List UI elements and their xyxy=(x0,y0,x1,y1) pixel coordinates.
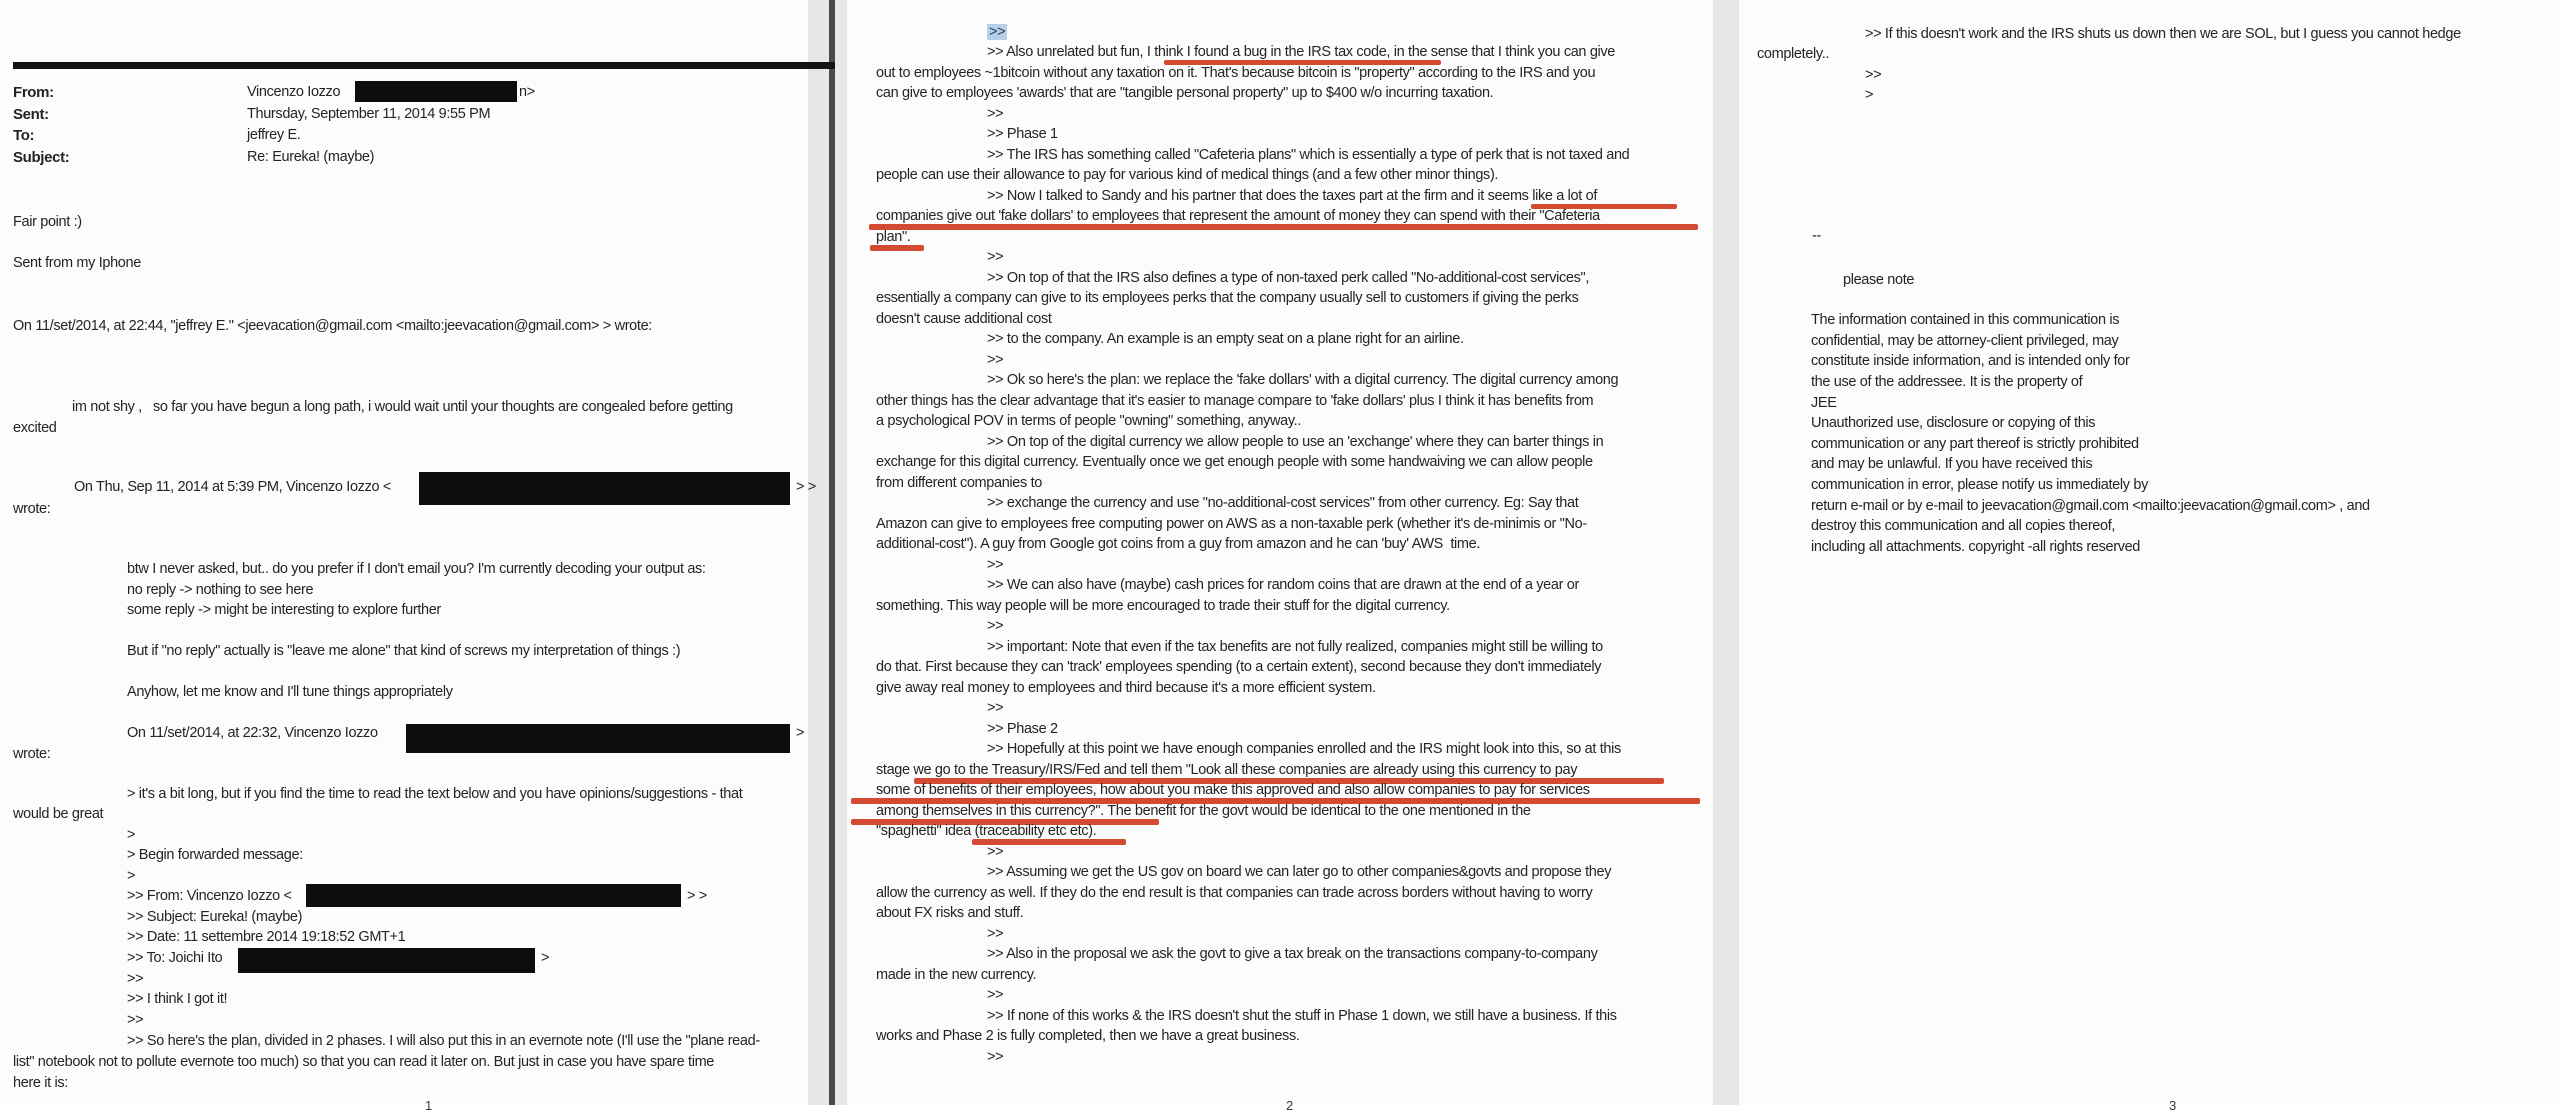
text-line: btw I never asked, but.. do you prefer if I don't email you? I'm currently decoding your output as: xyxy=(127,561,706,577)
text-line: other things has the clear advantage that it's easier to manage compare to 'fake dollars' plus I think it has benefits from xyxy=(876,393,1594,409)
text-line: Fair point :) xyxy=(13,214,82,230)
text-line: The information contained in this communication is xyxy=(1811,312,2120,328)
text-line: >> From: Vincenzo Iozzo < xyxy=(127,888,292,904)
text-line: something. This way people will be more encouraged to trade their stuff for the digital currency. xyxy=(876,598,1450,614)
text-line: jeffrey E. xyxy=(247,127,301,143)
text-line: > Begin forwarded message: xyxy=(127,847,303,863)
text-line: > xyxy=(1865,87,1874,103)
text-line: from different companies to xyxy=(876,475,1042,491)
text-line: works and Phase 2 is fully completed, then we have a great business. xyxy=(876,1028,1300,1044)
text-line: >> If this doesn't work and the IRS shuts us down then we are SOL, but I guess you cannot hedge xyxy=(1865,26,2461,42)
email-header-rule xyxy=(13,62,835,69)
text-line: wrote: xyxy=(13,501,51,517)
text-line: >> xyxy=(987,844,1004,860)
text-line: communication or any part thereof is strictly prohibited xyxy=(1811,436,2139,452)
text-line: about FX risks and stuff. xyxy=(876,905,1024,921)
text-line: >> If none of this works & the IRS doesn't shut the stuff in Phase 1 down, we still have a business. If this xyxy=(987,1008,1617,1024)
page-number: 1 xyxy=(425,1098,433,1113)
text-line: >> Assuming we get the US gov on board we can later go to other companies&govts and propose they xyxy=(987,864,1612,880)
text-line: >> Hopefully at this point we have enough companies enrolled and the IRS might look into this, so at this xyxy=(987,741,1621,757)
text-line: >> xyxy=(987,700,1004,716)
text-line: exchange for this digital currency. Eventually once we get enough people with some handwaiving we can allow people xyxy=(876,454,1593,470)
text-line: >> Also unrelated but fun, I think I found a bug in the IRS tax code, in the sense that I think you can give xyxy=(987,44,1616,60)
text-line: Vincenzo Iozzo xyxy=(247,84,341,100)
text-line: > xyxy=(127,827,136,843)
text-line: made in the new currency. xyxy=(876,967,1037,983)
text-line: im not shy , so far you have begun a long path, i would wait until your thoughts are congealed before getting xyxy=(72,399,733,415)
text-line: > xyxy=(541,950,550,966)
text-line: stage we go to the Treasury/IRS/Fed and tell them "Look all these companies are already using this currency to pay xyxy=(876,762,1578,778)
text-line: allow the currency as well. If they do the end result is that companies can trade across borders without having to worry xyxy=(876,885,1593,901)
text-line: excited xyxy=(13,420,57,436)
redaction-box xyxy=(419,472,790,505)
text-line: >> So here's the plan, divided in 2 phases. I will also put this in an evernote note (I'll use the "plane read- xyxy=(127,1033,760,1049)
text-line: n> xyxy=(519,84,535,100)
text-line: >> to the company. An example is an empty seat on a plane right for an airline. xyxy=(987,331,1464,347)
text-line: a psychological POV in terms of people "owning" something, anyway.. xyxy=(876,413,1302,429)
text-line: > > xyxy=(796,479,816,495)
text-line: essentially a company can give to its employees perks that the company usually sell to customers if giving the perks xyxy=(876,290,1579,306)
text-line: completely.. xyxy=(1757,46,1830,62)
page-edge-shadow xyxy=(829,0,835,1105)
text-line: >> Phase 2 xyxy=(987,721,1058,737)
text-line: give away real money to employees and third because it's a more efficient system. xyxy=(876,680,1376,696)
text-line: > xyxy=(796,725,805,741)
text-line: >> xyxy=(987,926,1004,942)
text-line: would be great xyxy=(13,806,104,822)
text-line: >> xyxy=(987,249,1004,265)
text-line: >> To: Joichi Ito xyxy=(127,950,227,966)
text-line: >> xyxy=(987,106,1004,122)
text-line: But if "no reply" actually is "leave me alone" that kind of screws my interpretation of things :) xyxy=(127,643,681,659)
text-line: here it is: xyxy=(13,1075,68,1091)
text-line: destroy this communication and all copies thereof, xyxy=(1811,518,2116,534)
text-line: some reply -> might be interesting to explore further xyxy=(127,602,441,618)
text-line: > xyxy=(127,868,136,884)
text-line: > it's a bit long, but if you find the time to read the text below and you have opinions/suggestions - that xyxy=(127,786,743,802)
page-number: 3 xyxy=(2169,1098,2177,1113)
text-line: please note xyxy=(1843,272,1915,288)
text-line: On Thu, Sep 11, 2014 at 5:39 PM, Vincenzo Iozzo < xyxy=(74,479,391,495)
text-line: doesn't cause additional cost xyxy=(876,311,1052,327)
text-line: additional-cost"). A guy from Google got coins from a guy from amazon and he can 'buy' AWS time. xyxy=(876,536,1481,552)
text-line: >> I think I got it! xyxy=(127,991,228,1007)
text-line: > > xyxy=(687,888,707,904)
selection-highlight: >> xyxy=(989,24,1006,40)
text-line xyxy=(987,24,1007,41)
text-line: >> Subject: Eureka! (maybe) xyxy=(127,909,303,925)
text-line: constitute inside information, and is intended only for xyxy=(1811,353,2130,369)
text-line: >> Ok so here's the plan: we replace the 'fake dollars' with a digital currency. The digital currency among xyxy=(987,372,1619,388)
text-line: companies give out 'fake dollars' to employees that represent the amount of money they can spend with their "Cafeteria xyxy=(876,208,1600,224)
text-line: return e-mail or by e-mail to jeevacation@gmail.com <mailto:jeevacation@gmail.com> , and xyxy=(1811,498,2370,514)
redaction-box xyxy=(406,724,790,753)
text-line: >> Also in the proposal we ask the govt to give a tax break on the transactions company-to-company xyxy=(987,946,1598,962)
text-line: Sent from my Iphone xyxy=(13,255,141,271)
text-line: >> Date: 11 settembre 2014 19:18:52 GMT+1 xyxy=(127,929,406,945)
text-line: On 11/set/2014, at 22:32, Vincenzo Iozzo xyxy=(127,725,378,741)
text-line: >> xyxy=(1865,67,1882,83)
header-label: Subject: xyxy=(13,149,70,166)
text-line: >> The IRS has something called "Cafeteria plans" which is essentially a type of perk that is not taxed and xyxy=(987,147,1630,163)
text-line: >> exchange the currency and use "no-additional-cost services" from other currency. Eg: Say that xyxy=(987,495,1579,511)
text-line: >> xyxy=(987,987,1004,1003)
text-line: confidential, may be attorney-client privileged, may xyxy=(1811,333,2119,349)
text-line: wrote: xyxy=(13,746,51,762)
text-line: Thursday, September 11, 2014 9:55 PM xyxy=(247,106,491,122)
text-line: >> On top of that the IRS also defines a type of non-taxed perk called "No-additional-cost services", xyxy=(987,270,1590,286)
text-line: list" notebook not to pollute evernote too much) so that you can read it later on. But just in case you have spare time xyxy=(13,1054,715,1070)
text-line: >> On top of the digital currency we allow people to use an 'exchange' where they can barter things in xyxy=(987,434,1604,450)
text-line: -- xyxy=(1812,228,1821,244)
text-line: plan". xyxy=(876,229,911,245)
page-number: 2 xyxy=(1286,1098,1294,1113)
header-label: To: xyxy=(13,127,35,144)
redaction-box xyxy=(306,884,681,907)
text-line: Re: Eureka! (maybe) xyxy=(247,149,375,165)
text-line: no reply -> nothing to see here xyxy=(127,582,314,598)
text-line: >> We can also have (maybe) cash prices for random coins that are drawn at the end of a year or xyxy=(987,577,1579,593)
text-line: among themselves in this currency?". The benefit for the govt would be identical to the one mentioned in the xyxy=(876,803,1531,819)
text-line: >> Phase 1 xyxy=(987,126,1058,142)
text-line: out to employees ~1bitcoin without any taxation on it. That's because bitcoin is "property" according to the IRS and you xyxy=(876,65,1596,81)
text-line: Anyhow, let me know and I'll tune things appropriately xyxy=(127,684,453,700)
text-line: including all attachments. copyright -all rights reserved xyxy=(1811,539,2141,555)
text-line: Unauthorized use, disclosure or copying of this xyxy=(1811,415,2096,431)
text-line: people can use their allowance to pay for various kind of medical things (and a few other minor things). xyxy=(876,167,1499,183)
text-line: >> xyxy=(987,618,1004,634)
text-line: and may be unlawful. If you have received this xyxy=(1811,456,2093,472)
text-line: some of benefits of their employees, how about you make this approved and also allow companies to pay for services xyxy=(876,782,1590,798)
text-line: >> Now I talked to Sandy and his partner that does the taxes part at the firm and it seems like a lot of xyxy=(987,188,1598,204)
text-line: can give to employees 'awards' that are "tangible personal property" up to $400 w/o incurring taxation. xyxy=(876,85,1494,101)
text-line: Amazon can give to employees free computing power on AWS as a non-taxable perk (whether it's de-minimis or "No- xyxy=(876,516,1587,532)
text-line: >> xyxy=(987,352,1004,368)
text-line: >> important: Note that even if the tax benefits are not fully realized, companies might still be willing to xyxy=(987,639,1603,655)
text-line: On 11/set/2014, at 22:44, "jeffrey E." <jeevacation@gmail.com <mailto:jeevacation@gmail.com> > wrote: xyxy=(13,318,652,334)
header-label: From: xyxy=(13,84,54,101)
text-line: do that. First because they can 'track' employees spending (to a certain extent), second because they don't immediately xyxy=(876,659,1602,675)
text-line: "spaghetti" idea (traceability etc etc). xyxy=(876,823,1097,839)
text-line: >> xyxy=(987,557,1004,573)
text-line: communication in error, please notify us immediately by xyxy=(1811,477,2148,493)
redaction-box xyxy=(355,81,517,102)
text-line: >> xyxy=(127,971,144,987)
text-line: JEE xyxy=(1811,395,1837,411)
text-line: >> xyxy=(987,1049,1004,1065)
header-label: Sent: xyxy=(13,106,49,123)
text-line: >> xyxy=(127,1012,144,1028)
redaction-box xyxy=(238,948,535,973)
text-line: the use of the addressee. It is the property of xyxy=(1811,374,2083,390)
